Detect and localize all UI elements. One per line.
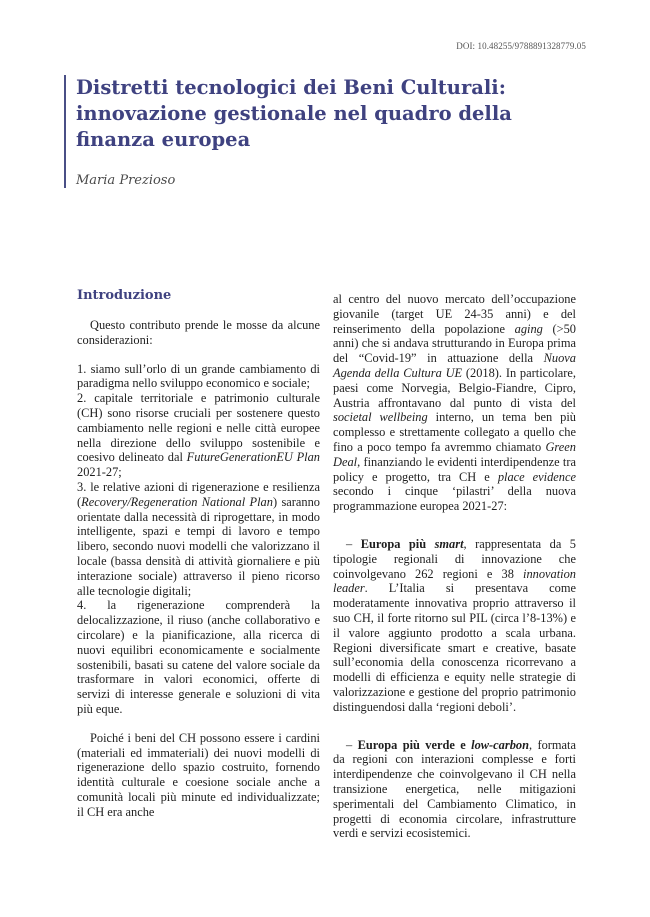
italic-run: FutureGenerationEU Plan bbox=[186, 450, 321, 465]
text-run: al centro del nuovo mercato dell’occupazione giovanile (target UE 24-35 anni) e del reinserimento della popolazione bbox=[333, 292, 576, 336]
text-run: , rappresentata da 5 tipologie regionali di innovazione che coinvolgevano 262 regioni e 38 bbox=[333, 536, 576, 581]
list-item-4: 4. la rigenerazione comprenderà la delocalizzazione, il riuso (anche collaborativo e circolare) e la pianificazione, alla ricerca di nuovi equilibri economicamente e socialmente sostenibili, basati su catene del valore sociale da trasformare in valori economici, offerte di servizi di interesse generale e soluzioni di vita più eque. bbox=[77, 598, 320, 716]
italic-run: innovation leader bbox=[333, 566, 576, 596]
bold-run: Europa più verde e bbox=[357, 737, 472, 752]
author-name: Maria Prezioso bbox=[76, 173, 176, 188]
text-run: (>50 anni) che si andava strutturando in Europa prima del “Covid-19” in attuazione della bbox=[333, 321, 576, 366]
bullet-green bbox=[333, 738, 576, 842]
bold-run: Europa più bbox=[360, 536, 435, 551]
dash: – bbox=[346, 536, 361, 551]
text-run: . L’Italia si presentava come moderatamente innovativa proprio attraverso il suo CH, il forte ritorno sul PIL (circa l’8-13%) e il valore aggiunto prodotto a scala urbana. Regioni diversificate smart e creative, basate sull’economia della conoscenza ricorrevano a modelli di efficienza e equity nelle strategie di valorizzazione e gestione del proprio patrimonio distinguendosi dalla ‘regioni deboli’. bbox=[333, 581, 576, 714]
text-run: secondo i cinque ‘pilastri’ della nuova programmazione europea 2021-27: bbox=[333, 484, 576, 514]
text-run: 3. le relative azioni di rigenerazione e resilienza ( bbox=[77, 479, 320, 509]
text-run: , finanziando le evidenti interdipendenze tra policy e progetto, tra CH e bbox=[333, 454, 576, 484]
italic-run: Green Deal bbox=[333, 439, 576, 469]
bold-italic-run: smart bbox=[434, 536, 464, 551]
italic-run: Nuova Agenda della Cultura UE bbox=[333, 351, 576, 380]
list-item-2 bbox=[77, 391, 320, 480]
intro-paragraph: Questo contributo prende le mosse da alcune considerazioni: bbox=[77, 318, 320, 347]
section-heading: Introduzione bbox=[77, 288, 172, 303]
dash: – bbox=[346, 737, 358, 752]
text-run: , formata da regioni con interazioni complesse e forti interdipendenze che coinvolgevano il CH nella transizione energetica, nelle mitigazioni sperimentali del Cambiamento Climatico, in progetti di economia circolare, infrastrutture verdi e servizi ecosistemici. bbox=[333, 737, 576, 841]
italic-run: societal wellbeing bbox=[333, 410, 428, 425]
body-paragraph: Poiché i beni del CH possono essere i cardini (materiali ed immateriali) dei nuovi modelli di rigenerazione dello spazio costruito, fornendo identità culturale e coesione sociale anche a comunità locali più minute ed individualizzate; il CH era anche bbox=[77, 730, 320, 819]
text-run: 2021-27; bbox=[77, 465, 122, 480]
text-run: ) saranno orientate dalla necessità di riprogettare, in modo intelligente, spazi e tempi di lavoro e tempo libero, secondo nuovi modelli che valorizzano il locale (bassa densità di attività giornaliere e più interazione sociale) attraverso il pieno ricorso alle tecnologie digitali; bbox=[77, 494, 320, 598]
italic-run: Recovery/Regeneration National Plan bbox=[81, 494, 273, 509]
list-item-1: 1. siamo sull’orlo di un grande cambiamento di paradigma nello sviluppo economico e sociale; bbox=[77, 361, 320, 391]
left-column bbox=[77, 288, 320, 820]
list-item-3 bbox=[77, 480, 320, 598]
body-paragraph bbox=[333, 292, 576, 514]
text-run: (2018). In particolare, paesi come Norvegia, Belgio-Fiandre, Cipro, Austria affrontavano dal punto di vista del bbox=[333, 365, 576, 410]
text-run: 2. capitale territoriale e patrimonio culturale (CH) sono risorse cruciali per sostenere questo cambiamento nelle regioni e nelle città europee nella direzione dello sviluppo sostenibile e coesivo delineato dal bbox=[77, 391, 320, 465]
title-block bbox=[64, 75, 596, 188]
italic-run: aging bbox=[514, 321, 543, 336]
right-column bbox=[333, 292, 576, 841]
bullet-smart bbox=[333, 537, 576, 715]
bold-italic-run: low-carbon bbox=[471, 737, 529, 752]
text-run: interno, un tema ben più complesso e strettamente collegato a quello che fino a poco tempo fa avremmo chiamato bbox=[333, 410, 576, 454]
doi-label: DOI: 10.48255/9788891328779.05 bbox=[456, 41, 586, 51]
article-title: Distretti tecnologici dei Beni Culturali: innovazione gestionale nel quadro della finanza europea bbox=[76, 76, 512, 151]
italic-run: place evidence bbox=[497, 469, 577, 484]
